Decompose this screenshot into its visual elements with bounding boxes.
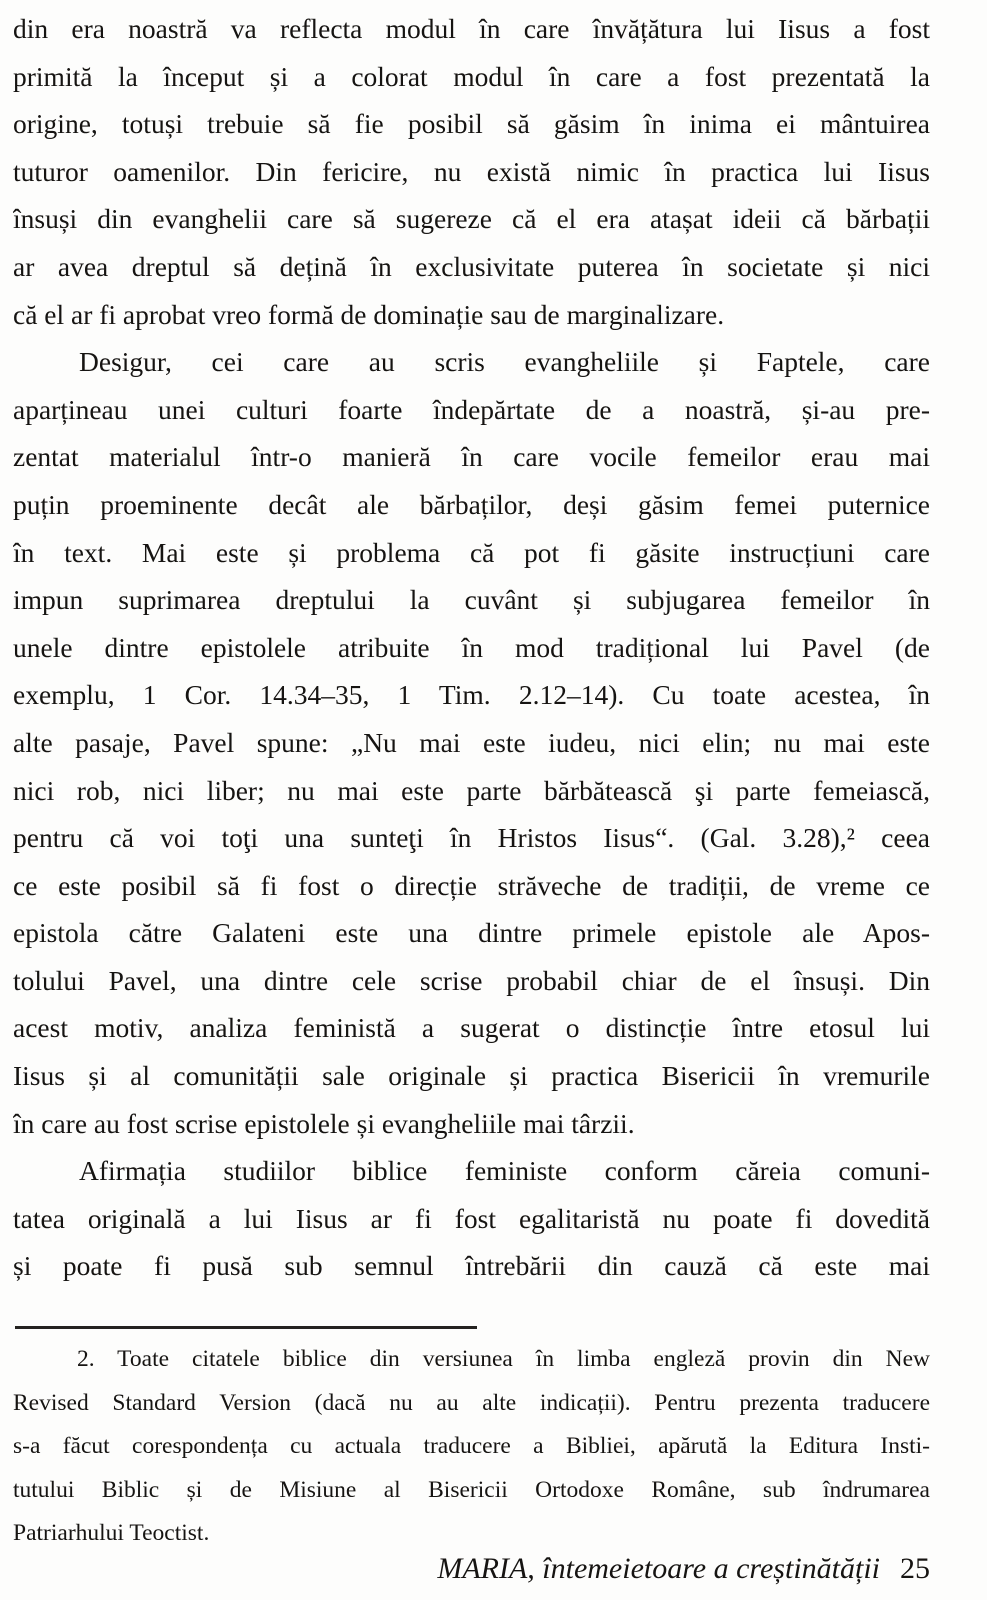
text-line: tutului Biblic și de Misiune al Bisericii Ortodoxe Române, sub îndrumarea bbox=[13, 1476, 930, 1503]
text-line: epistola către Galateni este una dintre primele epistole ale Apos- bbox=[13, 917, 930, 949]
text-line: în care au fost scrise epistolele și evangheliile mai târzii. bbox=[13, 1107, 635, 1139]
text-line: impun suprimarea dreptului la cuvânt și subjugarea femeilor în bbox=[13, 584, 930, 616]
text-line: tolului Pavel, una dintre cele scrise probabil chiar de el însuși. Din bbox=[13, 964, 930, 996]
text-line: alte pasaje, Pavel spune: „Nu mai este iudeu, nici elin; nu mai este bbox=[13, 726, 930, 758]
footnote-block bbox=[13, 1338, 930, 1556]
text-line: puțin proeminente decât ale bărbaților, deși găsim femei puternice bbox=[13, 488, 930, 520]
text-line: unele dintre epistolele atribuite în mod tradițional lui Pavel (de bbox=[13, 631, 930, 663]
text-line: și poate fi pusă sub semnul întrebării din cauză că este mai bbox=[13, 1250, 930, 1282]
text-line: ar avea dreptul să dețină în exclusivitate puterea în societate și nici bbox=[13, 250, 930, 282]
text-line: în text. Mai este și problema că pot fi găsite instrucțiuni care bbox=[13, 536, 930, 568]
text-line: tuturor oamenilor. Din fericire, nu există nimic în practica lui Iisus bbox=[13, 155, 930, 187]
text-line: 2. Toate citatele biblice din versiunea în limba engleză provin din New bbox=[77, 1346, 930, 1372]
text-line: ce este posibil să fi fost o direcție străveche de tradiții, de vreme ce bbox=[13, 869, 930, 901]
text-line: aparțineau unei culturi foarte îndepărtate de a noastră, și-au pre- bbox=[13, 393, 930, 425]
text-line: pentru că voi toţi una sunteţi în Hristos Iisus“. (Gal. 3.28),² ceea bbox=[13, 822, 930, 854]
text-line: primită la început și a colorat modul în care a fost prezentată la bbox=[13, 60, 930, 92]
text-line: Desigur, cei care au scris evangheliile și Faptele, care bbox=[79, 346, 930, 378]
text-line: acest motiv, analiza feministă a sugerat o distincție între etosul lui bbox=[13, 1012, 930, 1044]
text-line: din era noastră va reflecta modul în care învățătura lui Iisus a fost bbox=[13, 13, 930, 44]
text-line: exemplu, 1 Cor. 14.34–35, 1 Tim. 2.12–14). Cu toate acestea, în bbox=[13, 679, 930, 711]
running-footer-title: MARIA, întemeietoare a creștinătății bbox=[437, 1552, 880, 1585]
text-line: că el ar fi aprobat vreo formă de dominație sau de marginalizare. bbox=[13, 298, 725, 330]
text-line: însuși din evanghelii care să sugereze că el era atașat ideii că bărbații bbox=[13, 203, 930, 235]
text-line: Afirmația studiilor biblice feministe conform căreia comuni- bbox=[79, 1155, 930, 1187]
text-line: tatea originală a lui Iisus ar fi fost egalitaristă nu poate fi dovedită bbox=[13, 1202, 930, 1234]
text-line: nici rob, nici liber; nu mai este parte bărbătească şi parte femeiască, bbox=[13, 774, 930, 806]
text-line: s-a făcut corespondența cu actuala traducere a Bibliei, apărută la Editura Insti- bbox=[13, 1433, 930, 1460]
page-number: 25 bbox=[900, 1552, 930, 1585]
text-line: origine, totuși trebuie să fie posibil să găsim în inima ei mântuirea bbox=[13, 108, 930, 140]
running-footer bbox=[437, 1552, 930, 1586]
main-text-block bbox=[13, 5, 930, 1290]
text-line: Iisus și al comunității sale originale și practica Bisericii în vremurile bbox=[13, 1060, 930, 1092]
text-line: zentat materialul într-o manieră în care vocile femeilor erau mai bbox=[13, 441, 930, 473]
footnote-separator bbox=[15, 1326, 477, 1329]
text-line: Revised Standard Version (dacă nu au alte indicații). Pentru prezenta traducere bbox=[13, 1389, 930, 1416]
text-line: Patriarhului Teoctist. bbox=[13, 1520, 210, 1547]
